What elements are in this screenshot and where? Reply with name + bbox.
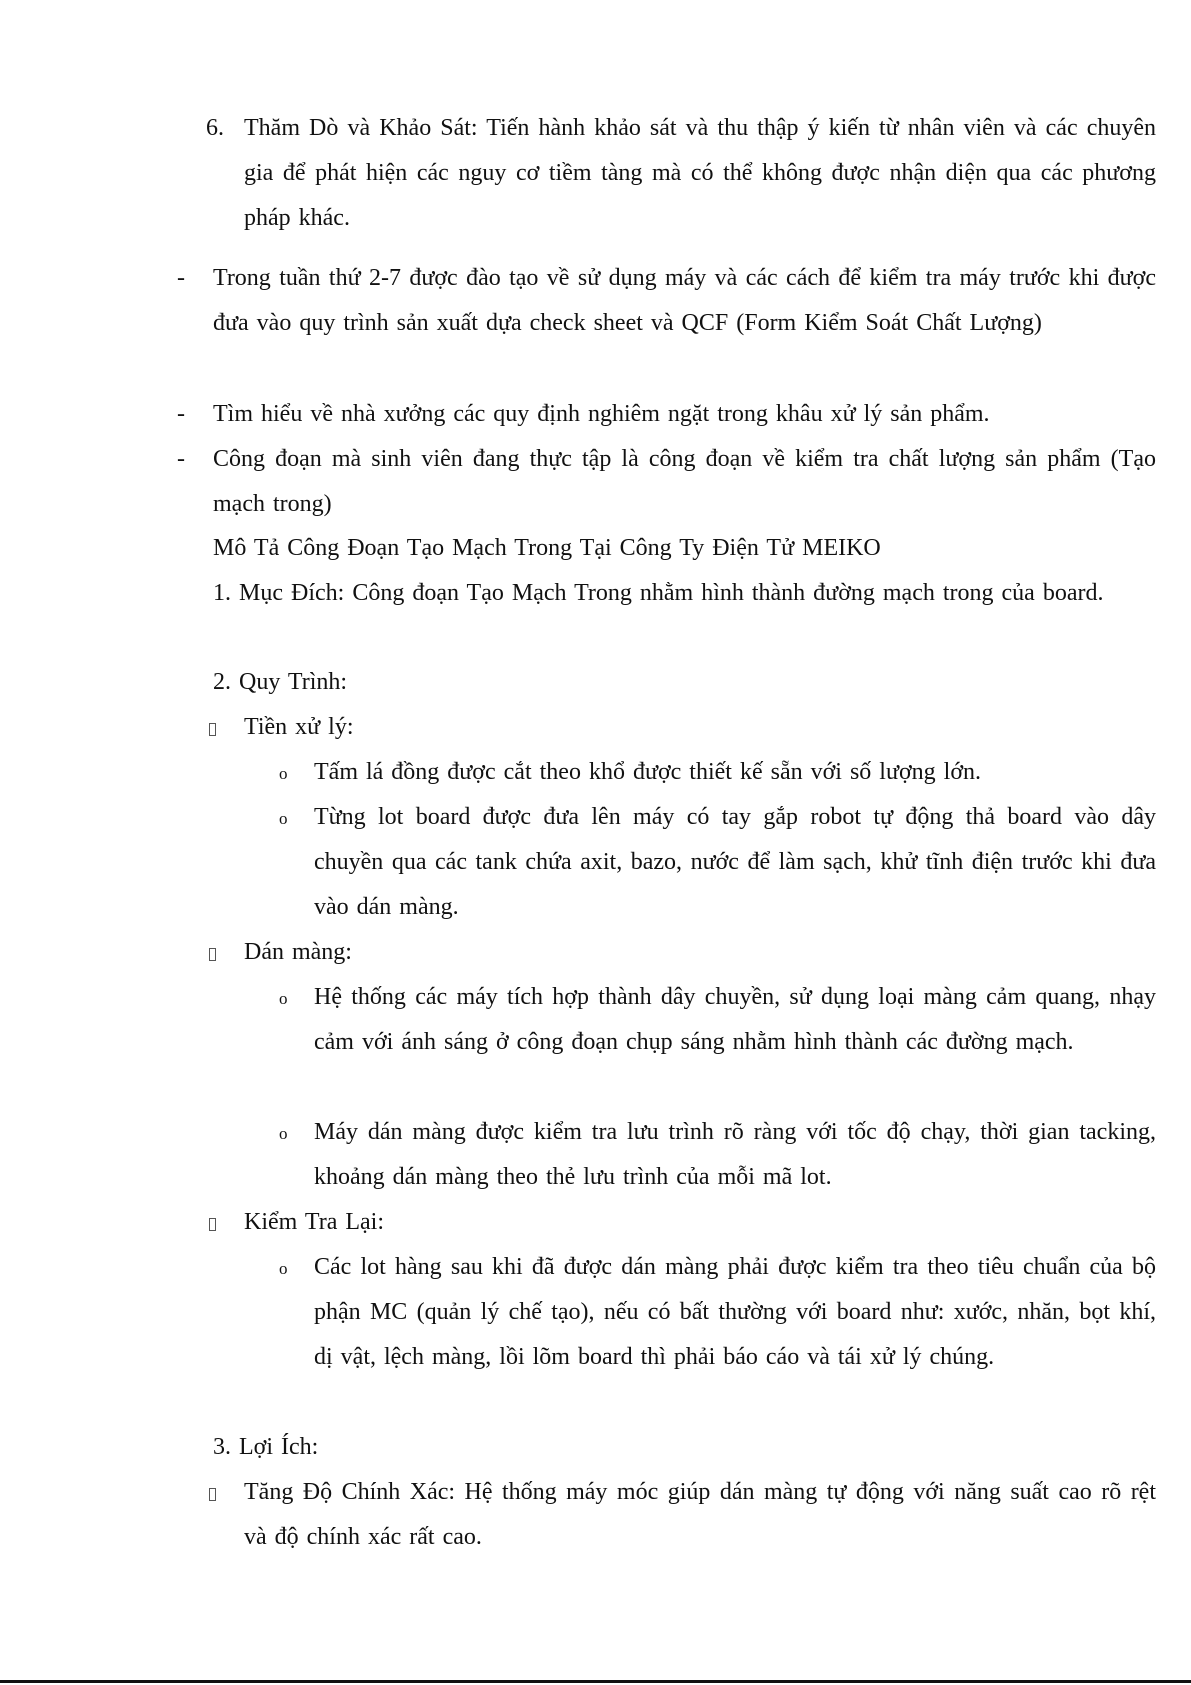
recheck-item-1: Các lot hàng sau khi đã được dán màng phải được kiểm tra theo tiêu chuẩn của bộ phận MC (quản lý chế tạo), nếu có bất thường với board như: xước, nhăn, bọt khí, dị vật, lệch màng, lồi lõm board thì phải báo cáo và tái xử lý chúng. [314,1254,1156,1370]
benefit-item-1: Tăng Độ Chính Xác: Hệ thống máy móc giúp dán màng tự động với năng suất cao rõ rệt và độ chính xác rất cao. [244,1479,1156,1550]
bullet-o-icon: o [279,809,288,828]
recheck-heading: Kiểm Tra Lại: [244,1209,384,1235]
dash-item-training: Trong tuần thứ 2-7 được đào tạo về sử dụng máy và các cách để kiểm tra máy trước khi được đưa vào quy trình sản xuất dựa check sheet và QCF (Form Kiểm Soát Chất Lượng) [213,265,1156,336]
bullet-o-icon: o [279,1124,288,1143]
section-title: Mô Tả Công Đoạn Tạo Mạch Trong Tại Công Ty Điện Tử MEIKO [213,535,881,561]
bullet-o-icon: o [279,989,288,1008]
bullet-square-icon [209,723,216,736]
preprocess-heading: Tiền xử lý: [244,714,354,740]
dash-item-factory: Tìm hiểu về nhà xưởng các quy định nghiêm ngặt trong khâu xử lý sản phẩm. [213,401,990,427]
bottom-rule [0,1680,1191,1683]
lamination-heading: Dán màng: [244,939,352,965]
dash-marker: - [177,446,185,472]
dash-marker: - [177,265,185,291]
bullet-square-icon [209,1488,216,1501]
bullet-square-icon [209,948,216,961]
process-heading: 2. Quy Trình: [213,669,348,695]
bullet-square-icon [209,1218,216,1231]
preprocess-item-1: Tấm lá đồng được cắt theo khổ được thiết kế sẵn với số lượng lớn. [314,759,982,785]
lamination-item-1: Hệ thống các máy tích hợp thành dây chuyền, sử dụng loại màng cảm quang, nhạy cảm với ánh sáng ở công đoạn chụp sáng nhằm hình thành các đường mạch. [314,984,1156,1055]
dash-item-stage: Công đoạn mà sinh viên đang thực tập là công đoạn về kiểm tra chất lượng sản phẩm (Tạo mạch trong) [213,446,1156,517]
purpose-paragraph: 1. Mục Đích: Công đoạn Tạo Mạch Trong nhằm hình thành đường mạch trong của board. [213,580,1104,606]
lamination-item-2: Máy dán màng được kiểm tra lưu trình rõ ràng với tốc độ chạy, thời gian tacking, khoảng dán màng theo thẻ lưu trình của mỗi mã lot. [314,1119,1156,1190]
benefit-heading: 3. Lợi Ích: [213,1434,319,1460]
preprocess-item-2: Từng lot board được đưa lên máy có tay gắp robot tự động thả board vào dây chuyền qua các tank chứa axit, bazo, nước để làm sạch, khử tĩnh điện trước khi đưa vào dán màng. [314,804,1156,920]
list-number: 6. [206,115,224,141]
bullet-o-icon: o [279,1259,288,1278]
list-item-6-text: Thăm Dò và Khảo Sát: Tiến hành khảo sát và thu thập ý kiến từ nhân viên và các chuyên gia để phát hiện các nguy cơ tiềm tàng mà có thể không được nhận diện qua các phương pháp khác. [244,115,1156,231]
dash-marker: - [177,401,185,427]
bullet-o-icon: o [279,764,288,783]
